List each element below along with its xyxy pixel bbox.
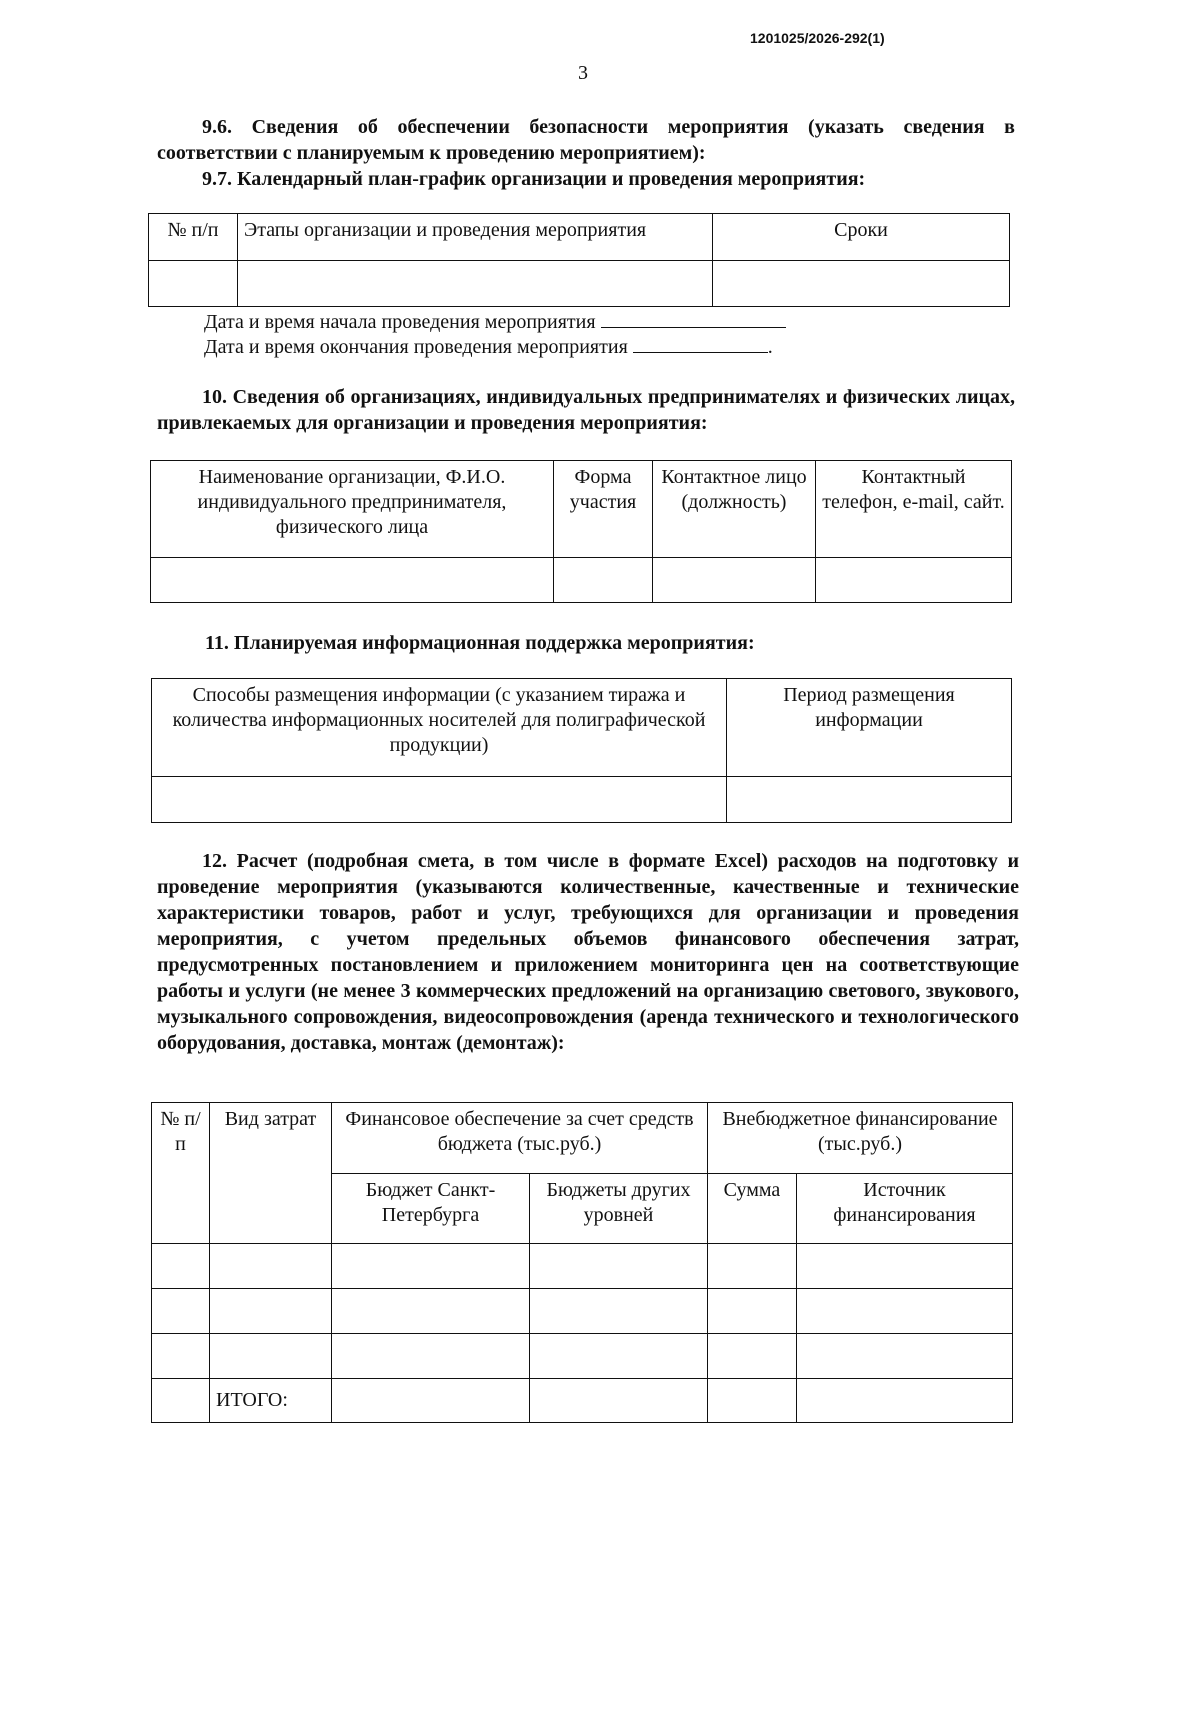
col-source: Источник финансирования <box>797 1174 1013 1244</box>
section-11: 11. Планируемая информационная поддержка мероприятия: <box>205 632 755 654</box>
col-num: № п/п <box>149 214 238 261</box>
col-participation: Форма участия <box>554 461 653 558</box>
cell[interactable] <box>713 261 1010 307</box>
col-extra-budget: Внебюджетное финансирование (тыс.руб.) <box>708 1103 1013 1174</box>
cell[interactable] <box>210 1244 332 1289</box>
section-9-6: 9.6. Сведения об обеспечении безопасности мероприятия (указать сведения в соответствии с планируемым к проведению мероприятием): <box>157 116 1015 164</box>
cell[interactable] <box>152 1334 210 1379</box>
cell[interactable] <box>332 1244 530 1289</box>
col-dates: Сроки <box>713 214 1010 261</box>
col-sum: Сумма <box>708 1174 797 1244</box>
cell[interactable] <box>152 1244 210 1289</box>
date-start-line <box>204 309 786 335</box>
cell[interactable] <box>152 1379 210 1423</box>
budget-table <box>151 1102 1013 1423</box>
cell[interactable] <box>554 558 653 603</box>
page-number: 3 <box>578 62 588 84</box>
date-start-label: Дата и время начала проведения мероприятия <box>204 311 596 333</box>
section-12: 12. Расчет (подробная смета, в том числе в формате Excel) расходов на подготовку и проведение мероприятия (указываются количественные, качественные и технические характеристики товаров, работ и услуг, требующихся для организации и проведения мероприятия, с учетом предельных объемов финансового обеспечения затрат, предусмотренных постановлением и приложением мониторинга цен на соответствующие работы и услуги (не менее 3 коммерческих предложений на организацию светового, звукового, музыкального сопровождения, видеосопровождения (аренда технического и технологического оборудования, доставка, монтаж (демонтаж): <box>157 850 1019 1054</box>
document-code: 1201025/2026-292(1) <box>750 30 885 46</box>
cell[interactable] <box>238 261 713 307</box>
col-contact-person: Контактное лицо (должность) <box>653 461 816 558</box>
cell[interactable] <box>816 558 1012 603</box>
cell[interactable] <box>332 1379 530 1423</box>
schedule-table <box>148 213 1010 307</box>
cell[interactable] <box>332 1289 530 1334</box>
cell[interactable] <box>152 777 727 823</box>
date-end-line: Дата и время окончания проведения мероприятия . <box>204 336 773 358</box>
section-10: 10. Сведения об организациях, индивидуальных предпринимателях и физических лицах, привлекаемых для организации и проведения мероприятия: <box>157 386 1015 434</box>
cell[interactable] <box>797 1289 1013 1334</box>
cell[interactable] <box>708 1379 797 1423</box>
cell[interactable] <box>708 1244 797 1289</box>
cell[interactable] <box>530 1379 708 1423</box>
col-org-name: Наименование организации, Ф.И.О. индивидуального предпринимателя, физического лица <box>151 461 554 558</box>
col-expense-type: Вид затрат <box>210 1103 332 1244</box>
cell[interactable] <box>151 558 554 603</box>
cell[interactable] <box>149 261 238 307</box>
section-9-7: 9.7. Календарный план-график организации и проведения мероприятия: <box>202 168 866 190</box>
col-num: № п/п <box>152 1103 210 1244</box>
col-spb-budget: Бюджет Санкт-Петербурга <box>332 1174 530 1244</box>
col-stages: Этапы организации и проведения мероприятия <box>238 214 713 261</box>
total-label: ИТОГО: <box>210 1379 332 1423</box>
col-other-budgets: Бюджеты других уровней <box>530 1174 708 1244</box>
info-support-table <box>151 678 1012 823</box>
cell[interactable] <box>797 1379 1013 1423</box>
cell[interactable] <box>727 777 1012 823</box>
cell[interactable] <box>530 1289 708 1334</box>
cell[interactable] <box>530 1334 708 1379</box>
cell[interactable] <box>210 1289 332 1334</box>
cell[interactable] <box>530 1244 708 1289</box>
cell[interactable] <box>653 558 816 603</box>
col-period: Период размещения информации <box>727 679 1012 777</box>
date-start-field[interactable] <box>601 309 786 328</box>
cell[interactable] <box>797 1334 1013 1379</box>
cell[interactable] <box>210 1334 332 1379</box>
date-end-label: Дата и время окончания проведения мероприятия <box>204 336 628 358</box>
cell[interactable] <box>332 1334 530 1379</box>
col-contact-phone: Контактный телефон, e-mail, сайт. <box>816 461 1012 558</box>
date-end-field[interactable] <box>633 334 768 353</box>
cell[interactable] <box>152 1289 210 1334</box>
organizations-table <box>150 460 1012 603</box>
cell[interactable] <box>797 1244 1013 1289</box>
col-methods: Способы размещения информации (с указанием тиража и количества информационных носителей для полиграфической продукции) <box>152 679 727 777</box>
cell[interactable] <box>708 1289 797 1334</box>
col-budget-funding: Финансовое обеспечение за счет средств бюджета (тыс.руб.) <box>332 1103 708 1174</box>
cell[interactable] <box>708 1334 797 1379</box>
